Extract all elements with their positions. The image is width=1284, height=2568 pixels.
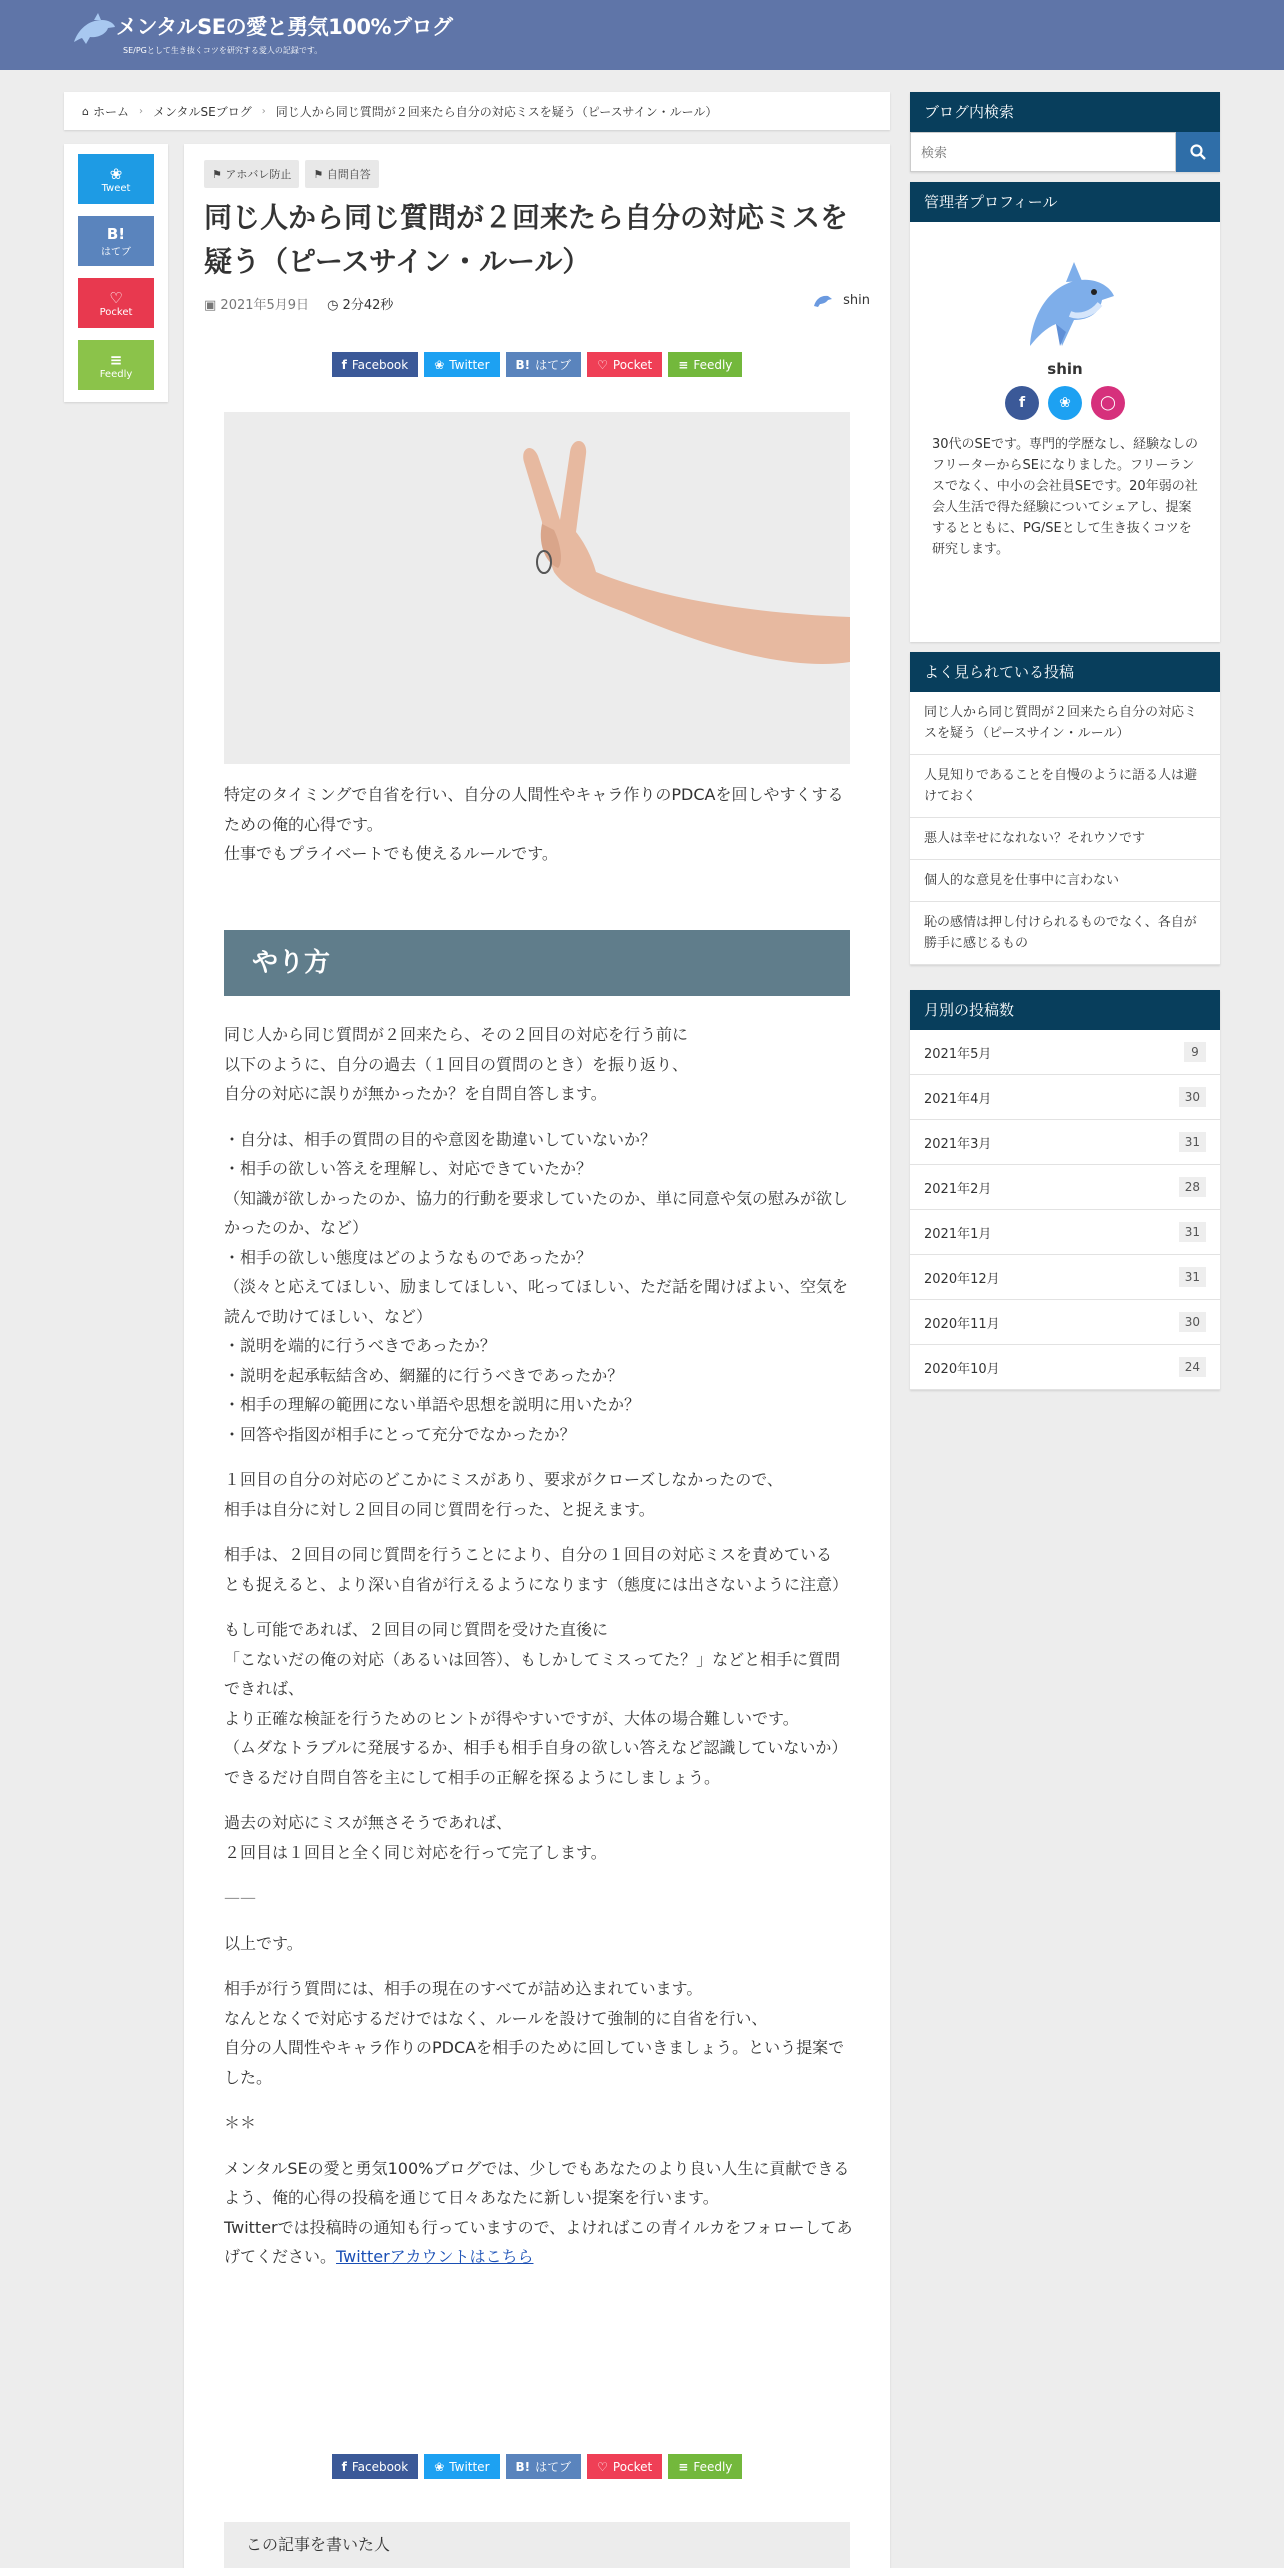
search-input[interactable]: [910, 132, 1176, 172]
home-icon: ⌂: [82, 104, 89, 118]
archive-month-link[interactable]: [910, 1345, 1220, 1390]
hatena-icon: B!: [515, 357, 531, 372]
rss-icon: ≡: [678, 2459, 689, 2474]
tag-icon: ⚑: [212, 168, 226, 181]
popular-post-link[interactable]: 同じ人から同じ質問が２回来たら自分の対応ミスを疑う（ピースサイン・ルール）: [910, 692, 1220, 755]
intro-line: 仕事でもプライベートでも使えるルールです。: [224, 844, 558, 863]
monthly-archive-widget: [910, 990, 1220, 1390]
popular-post-link[interactable]: 悪人は幸せになれない？それウソです: [910, 818, 1220, 860]
author-name: shin: [843, 292, 870, 308]
breadcrumb-home[interactable]: ホーム: [92, 104, 129, 119]
clock-icon: ◷: [327, 298, 343, 313]
rss-icon: ≡: [678, 357, 689, 372]
search-button[interactable]: [1176, 132, 1220, 172]
post-meta: [204, 294, 393, 313]
facebook-label: Facebook: [351, 357, 409, 372]
paragraph: １回目の自分の対応のどこかにミスがあり、要求がクローズしなかったので、 相手は自分に対し２回目の同じ質問を行った、と捉えます。: [224, 1470, 783, 1519]
archive-month: 2021年2月: [924, 1181, 992, 1197]
date-text: 2021年5月9日: [220, 298, 310, 313]
social-links: [910, 386, 1220, 420]
twitter-label: Twitter: [449, 357, 490, 372]
intro-text: [224, 780, 854, 885]
article-body: [224, 1020, 854, 2288]
breadcrumb-category[interactable]: メンタルSEブログ: [153, 104, 252, 119]
calendar-icon: ▣: [204, 298, 221, 313]
hatena-label: はてブ: [101, 246, 131, 258]
archive-month: 2021年4月: [924, 1091, 992, 1107]
paragraph: 過去の対応にミスが無さそうであれば、 ２回目は１回目と全く同じ対応を行って完了します。: [224, 1813, 607, 1862]
popular-posts-widget: [910, 652, 1220, 965]
pocket-share-button[interactable]: [587, 2454, 662, 2479]
share-sidebar: [64, 144, 168, 402]
tag-item[interactable]: [204, 160, 299, 188]
facebook-icon[interactable]: f: [1005, 386, 1039, 420]
archive-month: 2020年11月: [924, 1316, 1000, 1332]
site-logo[interactable]: [70, 12, 453, 55]
post-count-badge: 28: [1179, 1177, 1206, 1197]
tag-list: [204, 160, 379, 188]
chevron-right-icon: ›: [139, 105, 143, 117]
pocket-label: Pocket: [99, 306, 133, 318]
feedly-share-button[interactable]: [668, 352, 742, 377]
site-tagline: SE/PGとして生き抜くコツを研究する愛人の記録です。: [123, 46, 323, 55]
paragraph: もし可能であれば、２回目の同じ質問を受けた直後に 「こないだの俺の対応（あるいは回答）、もしかしてミスってた？」などと相手に質問できれば、 より正確な検証を行うためのヒントが得やすいですが、大体の場合難しいです。 （ムダなトラブルに発展するか、相手も相手自身の欲しい答えなど認識していないか） できるだけ自問自答を主にして相手の正解を探るようにしましょう。: [224, 1620, 848, 1787]
tag-label: 自問自答: [326, 168, 371, 181]
widget-title: 月別の投稿数: [910, 990, 1220, 1030]
hatena-icon: B!: [106, 224, 126, 243]
tag-item[interactable]: [305, 160, 378, 188]
post-count-badge: 31: [1179, 1132, 1206, 1152]
paragraph: ・自分は、相手の質問の目的や意図を勘違いしていないか？ ・相手の欲しい答えを理解し、対応できていたか？ （知識が欲しかったのか、協力的行動を要求していたのか、単に同意や気の慰みが欲しかったのか、など） ・相手の欲しい態度はどのようなものであったか？ （淡々と応えてほしい、励ましてほしい、叱ってほしい、ただ話を聞けばよい、空気を読んで助けてほしい、など） ・説明を端的に行うべきであったか？ ・説明を起承転結含め、網羅的に行うべきであったか？ ・相手の理解の範囲にない単語や思想を説明に用いたか？ ・回答や指図が相手にとって充分でなかったか？: [224, 1129, 849, 1444]
twitter-icon: ❀: [434, 2459, 445, 2474]
pocket-icon: ♡: [597, 2459, 608, 2474]
pocket-icon: ♡: [109, 288, 123, 307]
widget-title: よく見られている投稿: [910, 652, 1220, 692]
post-count-badge: 9: [1184, 1042, 1206, 1062]
read-time-text: 2分42秒: [342, 298, 394, 313]
post-date: [204, 294, 309, 313]
paragraph: ＊＊: [224, 2113, 257, 2132]
feedly-label: Feedly: [693, 357, 733, 372]
twitter-share-button[interactable]: [424, 352, 499, 377]
twitter-icon: ❀: [434, 357, 445, 372]
archive-month-link[interactable]: [910, 1210, 1220, 1255]
share-buttons-top: [184, 352, 890, 377]
post-count-badge: 31: [1179, 1267, 1206, 1287]
pocket-button[interactable]: [78, 278, 154, 328]
tweet-label: Tweet: [101, 182, 131, 194]
widget-title: ブログ内検索: [910, 92, 1220, 132]
paragraph: 相手は、２回目の同じ質問を行うことにより、自分の１回目の対応ミスを責めている とも捉えると、より深い自省が行えるようになります（態度には出さないように注意）: [224, 1545, 849, 1594]
eyecatch-image: [224, 412, 850, 764]
post-count-badge: 30: [1179, 1312, 1206, 1332]
facebook-share-button[interactable]: [332, 352, 419, 377]
share-buttons-bottom: [184, 2454, 890, 2479]
author-box-heading: この記事を書いた人: [224, 2522, 850, 2568]
archive-month: 2021年5月: [924, 1046, 992, 1062]
profile-name: shin: [1047, 360, 1083, 378]
section-heading: やり方: [224, 930, 850, 996]
hatena-button[interactable]: [78, 216, 154, 266]
post-title: 同じ人から同じ質問が２回来たら自分の対応ミスを疑う（ピースサイン・ルール）: [204, 201, 849, 278]
hatena-share-button[interactable]: [506, 352, 582, 377]
post-count-badge: 31: [1179, 1222, 1206, 1242]
archive-month-link[interactable]: [910, 1030, 1220, 1075]
dolphin-profile-icon: [1010, 254, 1120, 354]
instagram-icon[interactable]: ◯: [1091, 386, 1125, 420]
popular-post-link[interactable]: 恥の感情は押し付けられるものでなく、各自が勝手に感じるもの: [910, 902, 1220, 965]
popular-post-link[interactable]: 個人的な意見を仕事中に言わない: [910, 860, 1220, 902]
feedly-label: Feedly: [693, 2459, 733, 2474]
site-header: [0, 0, 1284, 70]
facebook-label: Facebook: [351, 2459, 409, 2474]
archive-month-link[interactable]: [910, 1255, 1220, 1300]
pocket-label: Pocket: [612, 357, 653, 372]
breadcrumb: [64, 92, 890, 130]
twitter-account-link[interactable]: Twitterアカウントはこちら: [336, 2247, 534, 2266]
feedly-label: Feedly: [99, 368, 133, 380]
feedly-button[interactable]: [78, 340, 154, 390]
hatena-label: はてブ: [535, 2460, 572, 2474]
hatena-label: はてブ: [535, 358, 572, 372]
twitter-label: Twitter: [449, 2459, 490, 2474]
intro-line: 特定のタイミングで自省を行い、自分の人間性やキャラ作りのPDCAを回しやすくするための俺的心得です。: [224, 785, 844, 834]
archive-month-link[interactable]: [910, 1075, 1220, 1120]
search-icon: [1190, 144, 1206, 160]
archive-month: 2020年10月: [924, 1361, 1000, 1377]
tweet-button[interactable]: [78, 154, 154, 204]
archive-month: 2020年12月: [924, 1271, 1000, 1287]
twitter-icon[interactable]: ❀: [1048, 386, 1082, 420]
profile-description: 30代のSEです。専門的学歴なし、経験なしのフリーターからSEになりました。フリーランスでなく、中小の会社員SEです。20年弱の社会人生活で得た経験についてシェアし、提案するとともに、PG/SEとして生き抜くコツを研究します。: [932, 437, 1198, 557]
widget-title: 管理者プロフィール: [910, 182, 1220, 222]
facebook-icon: f: [341, 357, 347, 372]
feedly-share-button[interactable]: [668, 2454, 742, 2479]
rss-icon: ≡: [109, 350, 123, 369]
archive-month: 2021年3月: [924, 1136, 992, 1152]
archive-month-link[interactable]: [910, 1300, 1220, 1345]
pocket-icon: ♡: [597, 357, 608, 372]
paragraph: メンタルSEの愛と勇気100%ブログでは、少しでもあなたのより良い人生に貢献できるよう、俺的心得の投稿を通じて日々あなたに新しい提案を行います。 Twitterでは投稿時の通知も行っていますので、よければこの青イルカをフォローしてあげてください。Twitterアカウントはこちら: [224, 2158, 853, 2266]
paragraph: 相手が行う質問には、相手の現在のすべてが詰め込まれています。 なんとなくで対応するだけではなく、ルールを設けて強制的に自省を行い、 自分の人間性やキャラ作りのPDCAを相手のために回していきましょう。という提案でした。: [224, 1979, 845, 2087]
site-title: メンタルSEの愛と勇気100%ブログ: [116, 15, 453, 39]
archive-month-link[interactable]: [910, 1165, 1220, 1210]
read-time: [327, 294, 393, 313]
post-count-badge: 24: [1179, 1357, 1206, 1377]
hatena-icon: B!: [515, 2459, 531, 2474]
paragraph: 以上です。: [224, 1933, 303, 1953]
article: [184, 144, 890, 2568]
tag-label: アホバレ防止: [225, 168, 292, 181]
facebook-icon: f: [341, 2459, 347, 2474]
hand-peace-sign-image: [224, 412, 850, 764]
post-author[interactable]: [813, 292, 870, 308]
pocket-share-button[interactable]: [587, 352, 662, 377]
dolphin-logo-icon: [70, 12, 116, 46]
profile-widget: [910, 182, 1220, 642]
archive-month-link[interactable]: [910, 1120, 1220, 1165]
post-count-badge: 30: [1179, 1087, 1206, 1107]
divider-text: ——: [224, 1888, 256, 1907]
hatena-share-button[interactable]: [506, 2454, 582, 2479]
search-widget: [910, 92, 1220, 172]
twitter-icon: ❀: [109, 164, 123, 183]
breadcrumb-current: 同じ人から同じ質問が２回来たら自分の対応ミスを疑う（ピースサイン・ルール）: [275, 104, 718, 119]
pocket-label: Pocket: [612, 2459, 653, 2474]
facebook-share-button[interactable]: [332, 2454, 419, 2479]
archive-month: 2021年1月: [924, 1226, 992, 1242]
chevron-right-icon: ›: [261, 105, 266, 117]
twitter-share-button[interactable]: [424, 2454, 499, 2479]
dolphin-avatar-icon: [813, 292, 833, 308]
paragraph: 同じ人から同じ質問が２回来たら、その２回目の対応を行う前に 以下のように、自分の過去（１回目の質問のとき）を振り返り、 自分の対応に誤りが無かったか？を自問自答します。: [224, 1025, 689, 1103]
popular-post-link[interactable]: 人見知りであることを自慢のように語る人は避けておく: [910, 755, 1220, 818]
tag-icon: ⚑: [313, 168, 327, 181]
